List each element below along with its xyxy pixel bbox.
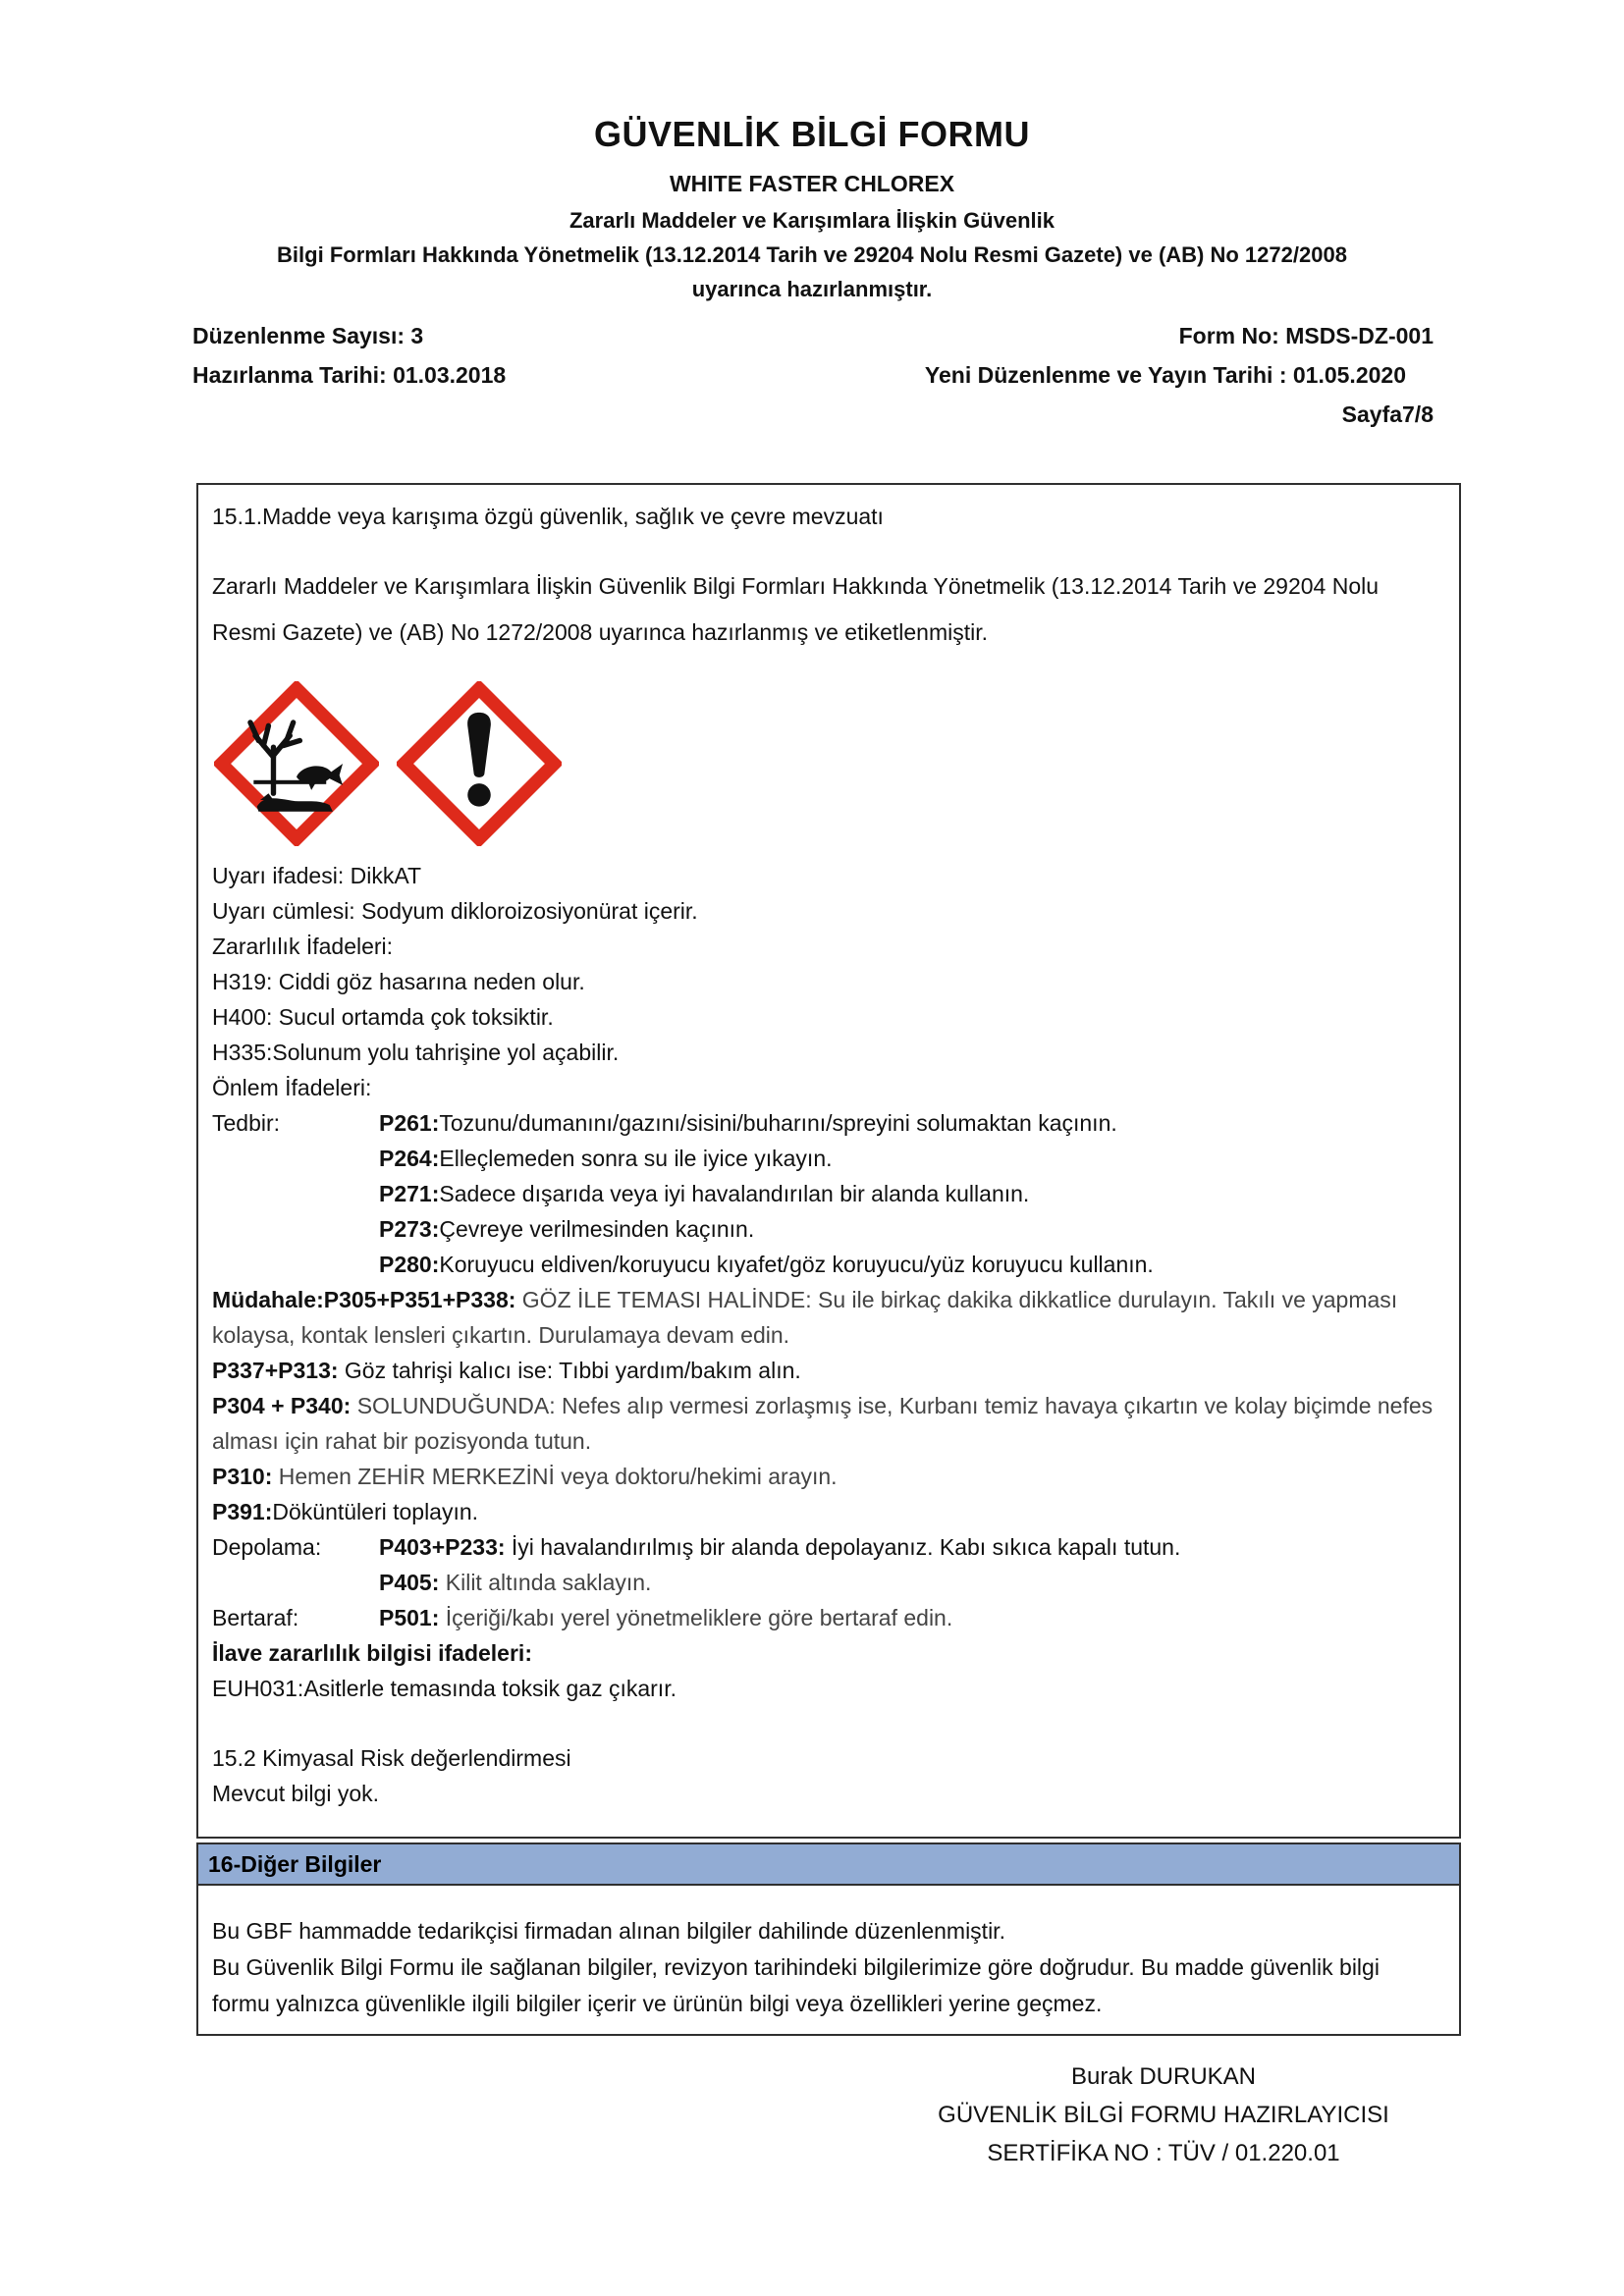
section-16-box (196, 1886, 1461, 2036)
p261-line: P261:Tozunu/dumanını/gazını/sisini/buharını/spreyini solumaktan kaçının. (379, 1110, 1117, 1136)
revision-number: Düzenlenme Sayısı: 3 (192, 323, 424, 348)
section-16-header-bar (196, 1842, 1461, 1886)
environment-hazard-icon (214, 681, 379, 846)
p310-line: P310: Hemen ZEHİR MERKEZİNİ veya doktoru/hekimi arayın. (212, 1464, 838, 1489)
page-title: GÜVENLİK BİLGİ FORMU (594, 114, 1030, 154)
regulation-paragraph: Zararlı Maddeler ve Karışımlara İlişkin Güvenlik Bilgi Formları Hakkında Yönetmelik (13.12.2014 Tarih ve 29204 Nolu Resmi Gazete) ve (AB) No 1272/2008 uyarınca hazırlanmış ve etiketlenmiştir. (212, 573, 1380, 645)
euh031-line: EUH031:Asitlerle temasında toksik gaz çıkarır. (212, 1676, 677, 1701)
section-16-heading: 16-Diğer Bilgiler (208, 1851, 382, 1877)
meta-row-1 (192, 316, 1434, 355)
blank-spacer (212, 1706, 1443, 1740)
mudahale-paragraph: Müdahale:P305+P351+P338: GÖZ İLE TEMASI HALİNDE: Su ile birkaç dakika dikkatlice durulayın. Takılı ve yapması kolaysa, kontak lensleri çıkartın. Durulamaya devam edin. (212, 1287, 1398, 1348)
p391-line: P391:Döküntüleri toplayın. (212, 1499, 479, 1524)
preparer-name: Burak DURUKAN (1070, 2063, 1257, 2090)
depolama-label: Depolama: (212, 1534, 322, 1560)
ghs-pictograms (212, 681, 1443, 846)
p501-line: P501: İçeriği/kabı yerel yönetmeliklere göre bertaraf edin. (379, 1605, 953, 1630)
header-subtitle-1: Zararlı Maddeler ve Karışımlara İlişkin Güvenlik (568, 208, 1055, 233)
form-number: Form No: MSDS-DZ-001 (1178, 323, 1434, 348)
precaution-heading: Önlem İfadeleri: (212, 1075, 372, 1100)
warning-sentence-line: Uyarı cümlesi: Sodyum dikloroizosiyonürat içerir. (212, 898, 698, 924)
p264-line: P264:Elleçlemeden sonra su ile iyice yıkayın. (379, 1146, 833, 1171)
depolama-row (212, 1529, 1443, 1600)
section-15-1-heading: 15.1.Madde veya karışıma özgü güvenlik, sağlık ve çevre mevzuatı (212, 504, 884, 529)
p304-paragraph: P304 + P340: SOLUNDUĞUNDA: Nefes alıp vermesi zorlaşmış ise, Kurbanı temiz havaya çıkartın ve kolay biçimde nefes alması için rahat bir pozisyonda tutun. (212, 1393, 1434, 1454)
p280-line: P280:Koruyucu eldiven/koruyucu kıyafet/göz koruyucu/yüz koruyucu kullanın. (379, 1252, 1154, 1277)
meta-row-3 (192, 395, 1434, 434)
p405-line: P405: Kilit altında saklayın. (379, 1570, 652, 1595)
tedbir-items (379, 1105, 1443, 1282)
preparer-certificate: SERTİFİKA NO : TÜV / 01.220.01 (987, 2140, 1340, 2166)
tedbir-row (212, 1105, 1443, 1282)
p271-line: P271:Sadece dışarıda veya iyi havalandırılan bir alanda kullanın. (379, 1181, 1030, 1206)
doc-header (0, 0, 1624, 434)
bertaraf-row (212, 1600, 1443, 1635)
section-15-2-heading: 15.2 Kimyasal Risk değerlendirmesi (212, 1745, 571, 1771)
h335-line: H335:Solunum yolu tahrişine yol açabilir. (212, 1040, 620, 1065)
h319-line: H319: Ciddi göz hasarına neden olur. (212, 969, 585, 994)
note-line-2: Bu Güvenlik Bilgi Formu ile sağlanan bilgiler, revizyon tarihindeki bilgilerimize göre doğrudur. Bu madde güvenlik bilgi formu yalnızca güvenlikle ilgili bilgiler içerir ve ürünün bilgi veya özellikleri yerine geçmez. (212, 1954, 1380, 2016)
p273-line: P273:Çevreye verilmesinden kaçının. (379, 1216, 755, 1242)
depolama-items (379, 1529, 1443, 1600)
tedbir-label: Tedbir: (212, 1110, 281, 1136)
p337-line: P337+P313: Göz tahrişi kalıcı ise: Tıbbi yardım/bakım alın. (212, 1358, 801, 1383)
header-subtitle-3: uyarınca hazırlanmıştır. (691, 277, 933, 301)
risk-assessment-text: Mevcut bilgi yok. (212, 1781, 380, 1806)
new-revision-date: Yeni Düzenlenme ve Yayın Tarihi : 01.05.2020 (924, 362, 1406, 388)
header-subtitle-2: Bilgi Formları Hakkında Yönetmelik (13.12.2014 Tarih ve 29204 Nolu Resmi Gazete) ve (AB) No 1272/2008 (277, 242, 1347, 267)
additional-hazard-heading: İlave zararlılık bilgisi ifadeleri: (212, 1640, 532, 1666)
hazard-statements-heading: Zararlılık İfadeleri: (212, 934, 394, 959)
section-15-box (196, 483, 1461, 1839)
note-line-1: Bu GBF hammadde tedarikçisi firmadan alınan bilgiler dahilinde düzenlenmiştir. (212, 1918, 1005, 1944)
exclamation-mark-icon (397, 681, 562, 846)
p403-line: P403+P233: İyi havalandırılmış bir alanda depolayanız. Kabı sıkıca kapalı tutun. (379, 1534, 1181, 1560)
prepared-date: Hazırlanma Tarihi: 01.03.2018 (192, 362, 507, 388)
doc-meta (192, 316, 1434, 434)
h400-line: H400: Sucul ortamda çok toksiktir. (212, 1004, 554, 1030)
preparer-role: GÜVENLİK BİLGİ FORMU HAZIRLAYICISI (938, 2102, 1389, 2128)
product-name: WHITE FASTER CHLOREX (669, 171, 955, 196)
meta-row-2 (192, 355, 1434, 395)
bertaraf-label: Bertaraf: (212, 1605, 299, 1630)
page-number: Sayfa7/8 (1341, 401, 1434, 427)
signature-block (889, 2057, 1438, 2172)
signal-word-line: Uyarı ifadesi: DikkAT (212, 863, 422, 888)
